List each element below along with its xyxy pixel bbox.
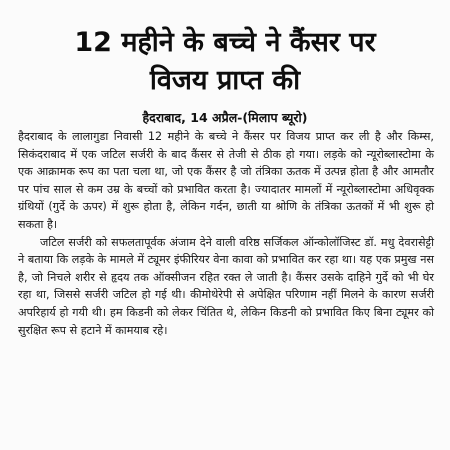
article-paragraph-1: हैदराबाद के लालागुडा निवासी 12 महीने के बच्चे ने कैंसर पर विजय प्राप्त कर ली है और किम्स, सिकंदराबाद में एक जटिल सर्जरी के बाद कैंसर से तेजी से ठीक हो गया। लड़के को न्यूरोब्लास्टोमा के एक आक्रामक रूप का पता चला था, जो एक कैंसर है जो तंत्रिका ऊतक में उत्पन्न होता है और आमतौर पर पांच साल से कम उम्र के बच्चों को प्रभावित करता है। ज्यादातर मामलों में न्यूरोब्लास्टोमा अधिवृक्क ग्रंथियों (गुर्दे के ऊपर) में शुरू होता है, लेकिन गर्दन, छाती या श्रोणि के तंत्रिका ऊतकों में भी शुरू हो सकता है।	[18, 130, 434, 231]
headline-line-2: विजय प्राप्त की	[149, 65, 301, 96]
article-paragraph-2: जटिल सर्जरी को सफलतापूर्वक अंजाम देने वाली वरिष्ठ सर्जिकल ऑन्कोलॉजिस्ट डॉ. मधु देवरासेट्टी ने बताया कि लड़के के मामले में ट्यूमर इंफीरियर वेना कावा को प्रभावित कर रहा था। यह एक प्रमुख नस है, जो निचले शरीर से हृदय तक ऑक्सीजन रहित रक्त ले जाती है। कैंसर उसके दाहिने गुर्दे को भी घेर रहा था, जिससे सर्जरी जटिल हो गई थी। कीमोथेरेपी से अपेक्षित परिणाम नहीं मिलने के कारण सर्जरी अपरिहार्य हो गयी थी। हम किडनी को लेकर चिंतित थे, लेकिन किडनी को प्रभावित किए बिना ट्यूमर को सुरक्षित रूप से हटाने में कामयाब रहे।	[18, 235, 434, 337]
article-headline	[0, 0, 450, 100]
article-dateline: हैदराबाद, 14 अप्रैल-(मिलाप ब्यूरो)	[142, 110, 308, 125]
headline-line-1: 12 महीने के बच्चे ने कैंसर पर	[74, 27, 376, 58]
article-body	[18, 128, 434, 339]
